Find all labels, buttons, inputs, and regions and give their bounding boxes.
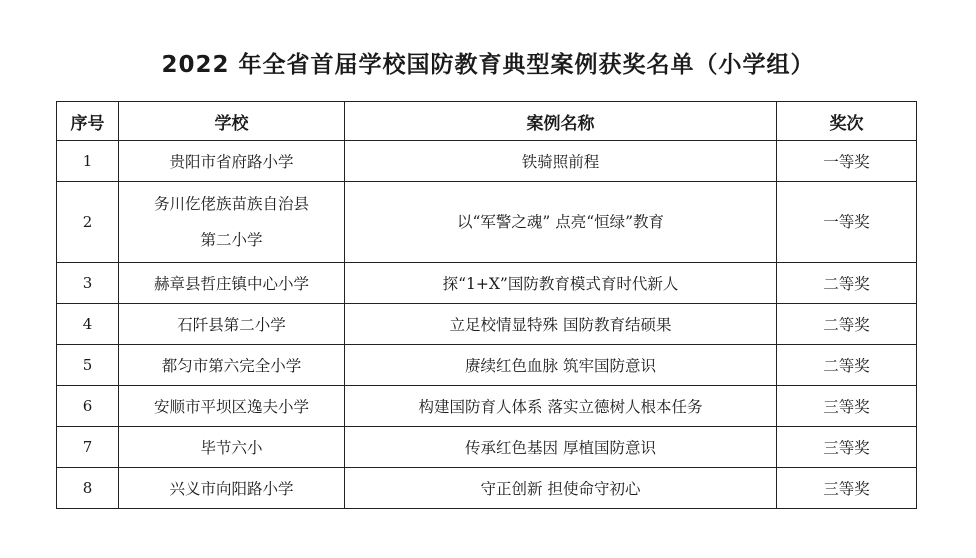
row-case-name: 立足校情显特殊 国防教育结硕果 xyxy=(345,304,777,345)
awards-table xyxy=(56,101,917,509)
school-name: 都匀市第六完全小学 xyxy=(161,357,302,375)
table-row xyxy=(57,468,917,509)
row-case-name: 以“军警之魂” 点亮“恒绿”教育 xyxy=(345,182,777,263)
table-row xyxy=(57,345,917,386)
table-row xyxy=(57,141,917,182)
row-number: 4 xyxy=(57,304,119,345)
row-case-name: 构建国防育人体系 落实立德树人根本任务 xyxy=(345,386,777,427)
row-award: 三等奖 xyxy=(777,468,917,509)
row-award: 二等奖 xyxy=(777,345,917,386)
table-row xyxy=(57,386,917,427)
school-name: 赫章县哲庄镇中心小学 xyxy=(153,275,309,293)
page-title: 2022 年全省首届学校国防教育典型案例获奖名单（小学组） xyxy=(161,52,815,78)
row-award: 三等奖 xyxy=(777,427,917,468)
header-school: 学校 xyxy=(119,102,345,141)
table-header-row xyxy=(57,102,917,141)
school-name: 毕节六小 xyxy=(200,439,263,457)
row-number: 7 xyxy=(57,427,119,468)
row-school xyxy=(119,386,345,427)
table-row xyxy=(57,263,917,304)
row-school xyxy=(119,263,345,304)
row-number: 6 xyxy=(57,386,119,427)
table-row xyxy=(57,304,917,345)
row-school xyxy=(119,182,345,263)
header-award: 奖次 xyxy=(777,102,917,141)
row-case-name: 探“1+X”国防教育模式育时代新人 xyxy=(345,263,777,304)
row-award: 二等奖 xyxy=(777,304,917,345)
row-number: 5 xyxy=(57,345,119,386)
school-name: 石阡县第二小学 xyxy=(177,316,286,334)
row-school xyxy=(119,345,345,386)
header-case-name: 案例名称 xyxy=(345,102,777,141)
row-school xyxy=(119,468,345,509)
row-number: 2 xyxy=(57,182,119,263)
row-award: 一等奖 xyxy=(777,182,917,263)
row-case-name: 传承红色基因 厚植国防意识 xyxy=(345,427,777,468)
school-name: 安顺市平坝区逸夫小学 xyxy=(153,398,309,416)
header-number: 序号 xyxy=(57,102,119,141)
row-award: 三等奖 xyxy=(777,386,917,427)
row-case-name: 铁骑照前程 xyxy=(345,141,777,182)
row-case-name: 守正创新 担使命守初心 xyxy=(345,468,777,509)
school-name: 兴义市向阳路小学 xyxy=(169,480,294,498)
row-number: 1 xyxy=(57,141,119,182)
table-row xyxy=(57,427,917,468)
row-award: 一等奖 xyxy=(777,141,917,182)
row-number: 3 xyxy=(57,263,119,304)
school-name: 贵阳市省府路小学 xyxy=(169,153,294,171)
row-school xyxy=(119,304,345,345)
row-case-name: 赓续红色血脉 筑牢国防意识 xyxy=(345,345,777,386)
table-row xyxy=(57,182,917,263)
row-school xyxy=(119,427,345,468)
school-name: 务川仡佬族苗族自治县 第二小学 xyxy=(153,195,309,249)
row-number: 8 xyxy=(57,468,119,509)
row-school xyxy=(119,141,345,182)
row-award: 二等奖 xyxy=(777,263,917,304)
